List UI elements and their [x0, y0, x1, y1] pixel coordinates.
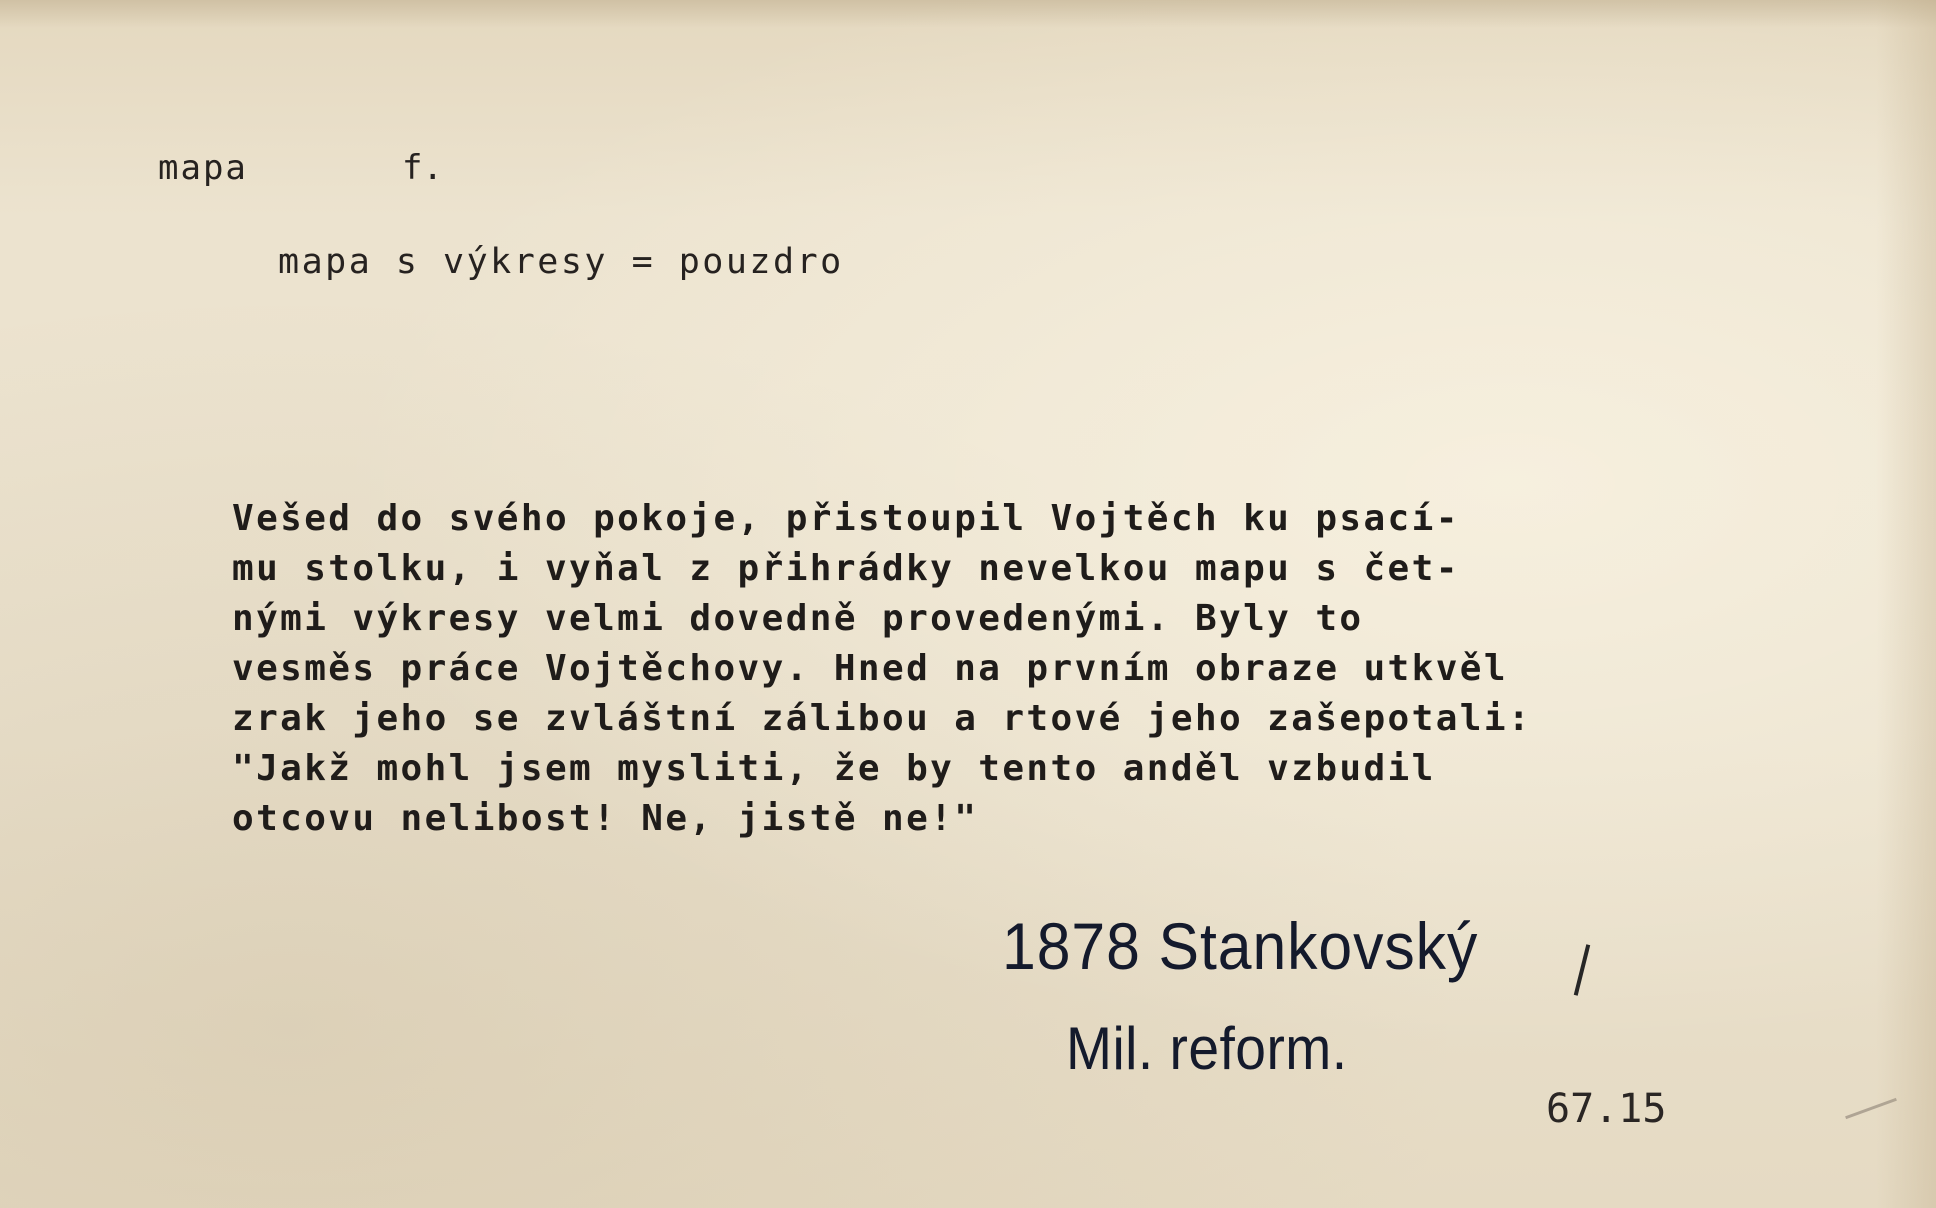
quote-line: vesměs práce Vojtěchovy. Hned na prvním obraze utkvěl	[232, 648, 1508, 689]
quote-line: mu stolku, i vyňal z přihrádky nevelkou mapu s čet-	[232, 548, 1460, 589]
quotation	[232, 494, 1532, 844]
quote-line: otcovu nelibost! Ne, jistě ne!"	[232, 798, 979, 839]
phrase: mapa s výkresy = pouzdro	[278, 242, 844, 282]
grammatical-gender: f.	[402, 148, 443, 188]
reference-number: 67.15	[1546, 1086, 1667, 1132]
quote-line: Vešed do svého pokoje, přistoupil Vojtěch ku psací-	[232, 498, 1460, 539]
headword: mapa	[158, 148, 248, 188]
stamp-tick	[1574, 944, 1590, 995]
quote-line: "Jakž mohl jsem mysliti, že by tento anděl vzbudil	[232, 748, 1436, 789]
source-stamp: 1878 Stankovský	[1002, 909, 1479, 983]
quote-line: zrak jeho se zvláštní zálibou a rtové jeho zašepotali:	[232, 698, 1532, 739]
quote-line: nými výkresy velmi dovedně provedenými. Byly to	[232, 598, 1364, 639]
work-title-stamp: Mil. reform.	[1066, 1015, 1348, 1082]
pencil-mark	[1845, 1098, 1897, 1119]
